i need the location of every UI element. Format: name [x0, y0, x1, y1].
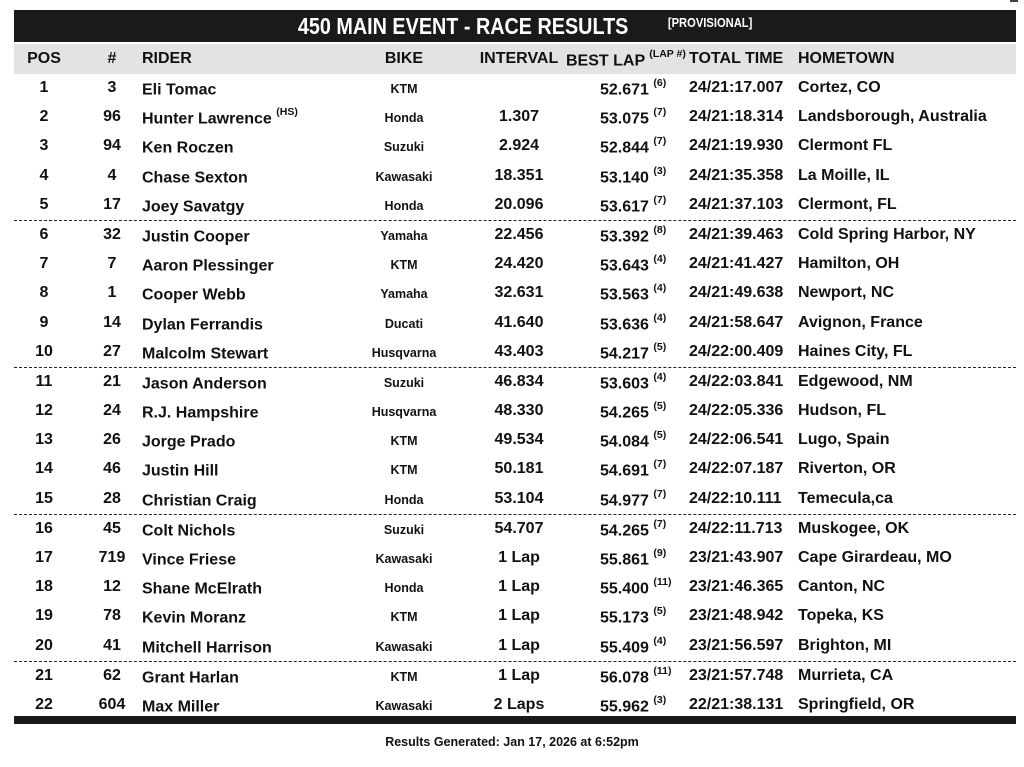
row-number: 62 [103, 666, 121, 684]
table-row [14, 455, 1016, 484]
row-number: 27 [103, 342, 121, 360]
row-pos: 15 [35, 489, 53, 507]
row-hometown: Hudson, FL [798, 402, 886, 420]
table-row [14, 279, 1016, 308]
row-bike: KTM [390, 82, 418, 96]
row-rider [142, 196, 244, 216]
row-interval: 43.403 [494, 342, 544, 360]
row-rider [142, 343, 268, 363]
row-best-lap [600, 634, 667, 657]
header-interval: INTERVAL [479, 50, 559, 67]
rider-name: Dylan Ferrandis [142, 315, 263, 333]
row-bike: Suzuki [383, 522, 425, 537]
row-bike: KTM [390, 434, 418, 449]
row-pos: 18 [35, 578, 53, 596]
row-number: 17 [103, 195, 121, 213]
header-rider: RIDER [142, 50, 192, 67]
header-best-lap-label: BEST LAP [566, 52, 645, 70]
rider-name: Grant Harlan [142, 669, 239, 687]
row-bike: Kawasaki [375, 698, 433, 713]
row-pos: 19 [35, 607, 53, 625]
results-generated: Results Generated: Jan 17, 2026 at 6:52pm [385, 735, 639, 749]
row-rider [142, 696, 219, 716]
best-lap-time: 55.962 [600, 698, 649, 716]
row-bike: Yamaha [380, 228, 428, 243]
best-lap-number: (5) [653, 400, 667, 413]
row-interval: 1 Lap [498, 666, 540, 684]
best-lap-time: 52.844 [600, 139, 649, 157]
row-rider [142, 667, 239, 687]
row-hometown: Springfield, OR [798, 695, 915, 713]
best-lap-number: (9) [653, 547, 667, 559]
row-hometown: Topeka, KS [798, 607, 884, 625]
row-best-lap [600, 549, 666, 569]
row-hometown: Muskogee, OK [798, 519, 910, 537]
row-bike: Suzuki [383, 375, 425, 390]
row-interval: 1 Lap [498, 636, 540, 654]
row-bike: Honda [384, 492, 424, 507]
row-best-lap [600, 460, 666, 480]
row-total-time: 24/21:39.463 [689, 225, 784, 243]
row-bike: KTM [390, 258, 418, 273]
header-hometown: HOMETOWN [798, 50, 895, 67]
row-rider [142, 578, 262, 598]
row-best-lap [600, 284, 666, 304]
row-number: 7 [107, 255, 117, 273]
row-rider [142, 549, 236, 569]
row-pos: 14 [35, 460, 53, 478]
row-bike: KTM [390, 463, 418, 478]
row-best-lap [600, 79, 666, 99]
row-hometown: Lugo, Spain [798, 431, 890, 449]
row-number: 21 [103, 372, 121, 390]
row-hometown: Cold Spring Harbor, NY [798, 225, 976, 243]
table-row [14, 162, 1016, 191]
bottom-bar [14, 716, 1016, 724]
rider-name: Max Miller [142, 698, 220, 716]
table-row [14, 132, 1016, 161]
row-rider [142, 167, 248, 187]
table-row [14, 191, 1016, 221]
best-lap-number: (7) [653, 135, 667, 148]
row-total-time: 24/21:37.103 [689, 195, 784, 213]
row-best-lap [600, 108, 666, 128]
row-pos: 5 [39, 195, 49, 213]
row-bike: Honda [384, 581, 424, 596]
row-total-time: 24/22:06.541 [689, 431, 784, 449]
row-hometown: Murrieta, CA [798, 666, 894, 684]
row-rider [142, 431, 235, 451]
rider-name: Kevin Moranz [142, 609, 247, 627]
row-rider [142, 226, 250, 246]
rider-name: Ken Roczen [142, 139, 234, 157]
row-best-lap [600, 340, 667, 363]
rider-name: Aaron Plessinger [142, 257, 274, 275]
rider-name: Eli Tomac [142, 81, 217, 99]
row-rider [142, 402, 258, 422]
row-pos: 3 [39, 137, 49, 155]
table-row [14, 485, 1016, 515]
row-total-time: 24/22:05.336 [689, 402, 784, 420]
row-bike: Husqvarna [371, 345, 437, 360]
row-number: 1 [107, 284, 117, 302]
row-interval: 22.456 [494, 225, 544, 243]
row-number: 12 [103, 578, 121, 596]
best-lap-number: (3) [653, 164, 667, 177]
row-interval: 32.631 [494, 284, 544, 302]
best-lap-time: 54.265 [600, 404, 649, 422]
row-number: 78 [103, 607, 121, 625]
row-best-lap [600, 164, 667, 187]
table-row [14, 309, 1016, 338]
rider-name: Justin Cooper [142, 228, 250, 246]
best-lap-time: 53.392 [600, 228, 649, 246]
row-total-time: 22/21:38.131 [689, 695, 784, 713]
row-interval: 50.181 [494, 460, 544, 478]
row-pos: 11 [35, 372, 53, 390]
row-number: 4 [107, 166, 117, 184]
row-rider [142, 255, 274, 275]
best-lap-time: 52.671 [600, 81, 649, 99]
best-lap-number: (5) [653, 429, 667, 442]
best-lap-time: 55.400 [600, 580, 649, 598]
best-lap-number: (7) [653, 517, 667, 530]
table-row [14, 426, 1016, 455]
row-total-time: 24/22:10.111 [689, 489, 782, 507]
row-hometown: Avignon, France [798, 313, 923, 331]
row-total-time: 24/22:00.409 [689, 342, 784, 360]
row-interval: 53.104 [494, 489, 544, 507]
row-hometown: Hamilton, OH [798, 255, 900, 273]
row-hometown: Cape Girardeau, MO [798, 549, 952, 566]
row-best-lap [600, 693, 667, 716]
table-row [14, 602, 1016, 631]
row-hometown: Temecula,ca [798, 489, 893, 507]
row-bike: KTM [390, 610, 418, 625]
best-lap-number: (4) [653, 370, 667, 383]
row-hometown: Cortez, CO [798, 79, 881, 96]
best-lap-time: 53.617 [600, 198, 649, 216]
row-total-time: 24/21:35.358 [689, 166, 784, 184]
row-pos: 21 [35, 666, 53, 684]
best-lap-time: 56.078 [600, 669, 649, 687]
row-interval: 1.307 [498, 108, 540, 126]
row-bike: Kawasaki [375, 639, 433, 654]
provisional-tag: [PROVISIONAL] [667, 14, 753, 30]
row-hometown: Clermont FL [798, 137, 893, 155]
row-best-lap [600, 664, 672, 687]
row-rider [142, 637, 272, 657]
header-total-time: TOTAL TIME [689, 50, 784, 67]
row-interval: 48.330 [494, 402, 544, 420]
page-title: 450 MAIN EVENT - RACE RESULTS [297, 12, 629, 39]
row-pos: 6 [39, 225, 49, 243]
row-best-lap [600, 517, 667, 540]
row-interval: 1 Lap [498, 549, 540, 566]
row-pos: 13 [35, 431, 53, 449]
row-number: 32 [103, 225, 121, 243]
best-lap-time: 54.977 [600, 491, 649, 509]
table-row [14, 368, 1016, 397]
results-table [14, 74, 1016, 720]
row-pos: 2 [39, 108, 49, 126]
row-number: 24 [103, 402, 121, 420]
row-total-time: 23/21:56.597 [689, 636, 784, 654]
row-bike: Honda [384, 198, 424, 213]
row-best-lap [600, 578, 671, 598]
title-bar [14, 10, 1016, 42]
best-lap-number: (5) [653, 340, 667, 353]
header-lap-note: (LAP #) [649, 48, 686, 60]
rider-name: Mitchell Harrison [142, 638, 272, 656]
best-lap-number: (7) [653, 193, 667, 206]
best-lap-time: 53.075 [600, 110, 649, 128]
row-number: 604 [98, 695, 126, 713]
row-best-lap [600, 370, 667, 393]
row-best-lap [600, 255, 666, 275]
row-number: 96 [103, 108, 121, 126]
row-pos: 10 [35, 342, 53, 360]
row-interval: 41.640 [494, 313, 544, 331]
row-total-time: 24/21:18.314 [689, 108, 784, 126]
row-bike: Kawasaki [375, 169, 433, 184]
row-interval: 20.096 [494, 195, 544, 213]
row-number: 26 [103, 431, 121, 449]
row-number: 45 [103, 519, 121, 537]
row-interval: 1 Lap [498, 578, 540, 596]
row-rider [142, 314, 263, 334]
table-row [14, 250, 1016, 279]
row-total-time: 24/21:17.007 [689, 79, 784, 96]
row-interval: 54.707 [494, 519, 544, 537]
row-bike: Suzuki [383, 140, 425, 155]
row-best-lap [600, 402, 666, 422]
row-number: 94 [103, 137, 121, 155]
row-bike: KTM [390, 669, 418, 684]
row-hometown: Riverton, OR [798, 460, 896, 478]
row-interval: 49.534 [494, 431, 544, 449]
row-number: 46 [103, 460, 121, 478]
row-total-time: 23/21:46.365 [689, 578, 784, 596]
row-pos: 4 [39, 166, 49, 184]
best-lap-time: 54.691 [600, 462, 649, 480]
best-lap-number: (7) [653, 458, 667, 471]
row-pos: 22 [35, 695, 53, 713]
row-hometown: Newport, NC [798, 284, 894, 302]
row-pos: 7 [39, 255, 49, 273]
row-best-lap [600, 607, 666, 627]
row-bike: Kawasaki [375, 552, 433, 566]
rider-name: Chase Sexton [142, 168, 248, 186]
row-hometown: Edgewood, NM [798, 372, 913, 390]
row-total-time: 24/21:19.930 [689, 137, 784, 155]
table-row [14, 221, 1016, 250]
row-interval: 46.834 [494, 372, 544, 390]
rider-name: Hunter Lawrence [142, 110, 272, 128]
row-total-time: 24/22:07.187 [689, 460, 784, 478]
rider-name: Jason Anderson [142, 375, 267, 393]
best-lap-number: (3) [653, 693, 667, 706]
page-edge-mark [1010, 0, 1018, 2]
row-hometown: Brighton, MI [798, 636, 892, 654]
row-rider [142, 607, 246, 627]
table-row [14, 338, 1016, 368]
rider-name: Joey Savatgy [142, 198, 245, 216]
row-pos: 8 [39, 284, 49, 302]
row-rider [142, 460, 218, 480]
row-number: 3 [107, 79, 117, 96]
row-best-lap [600, 223, 667, 246]
row-best-lap [600, 193, 667, 216]
row-hometown: Clermont, FL [798, 195, 897, 213]
best-lap-number: (11) [653, 664, 672, 677]
row-bike: Honda [384, 111, 424, 126]
best-lap-time: 55.861 [600, 551, 649, 569]
best-lap-time: 54.265 [600, 522, 649, 540]
row-total-time: 24/21:41.427 [689, 255, 784, 273]
table-header [14, 44, 1016, 74]
best-lap-time: 53.603 [600, 375, 649, 393]
row-rider [142, 108, 298, 128]
table-row [14, 103, 1016, 132]
row-rider [142, 79, 216, 99]
row-rider [142, 490, 257, 510]
row-pos: 12 [35, 402, 53, 420]
row-number: 41 [103, 636, 121, 654]
best-lap-number: (4) [653, 311, 667, 324]
row-total-time: 24/22:11.713 [689, 519, 783, 537]
row-interval: 2.924 [498, 137, 540, 155]
row-interval: 24.420 [494, 255, 544, 273]
row-interval: 18.351 [494, 166, 544, 184]
row-number: 28 [103, 489, 121, 507]
header-pos: POS [27, 50, 61, 67]
row-bike: Ducati [384, 316, 424, 331]
row-pos: 9 [39, 313, 49, 331]
row-best-lap [600, 431, 666, 451]
best-lap-number: (4) [653, 634, 667, 647]
best-lap-number: (4) [653, 282, 667, 295]
row-number: 14 [103, 313, 121, 331]
table-row [14, 632, 1016, 662]
best-lap-time: 55.173 [600, 609, 649, 627]
best-lap-time: 53.643 [600, 257, 649, 275]
row-best-lap [600, 311, 667, 334]
row-bike: Yamaha [380, 287, 428, 302]
row-hometown: Haines City, FL [798, 342, 913, 360]
row-total-time: 23/21:43.907 [689, 549, 784, 566]
row-best-lap [600, 487, 667, 510]
row-hometown: Canton, NC [798, 578, 886, 596]
rider-name: Cooper Webb [142, 286, 246, 304]
row-rider [142, 520, 235, 540]
table-row [14, 74, 1016, 103]
rider-name: Jorge Prado [142, 433, 236, 451]
best-lap-number: (7) [653, 106, 667, 119]
rider-name: Shane McElrath [142, 580, 263, 598]
table-row [14, 573, 1016, 602]
best-lap-time: 53.140 [600, 168, 649, 186]
rider-name: Justin Hill [142, 462, 219, 480]
row-interval: 2 Laps [493, 695, 545, 713]
row-total-time: 24/21:58.647 [689, 313, 784, 331]
best-lap-number: (7) [653, 487, 667, 500]
row-hometown: La Moille, IL [798, 166, 890, 184]
row-total-time: 24/22:03.841 [689, 372, 784, 390]
row-total-time: 23/21:57.748 [689, 666, 784, 684]
best-lap-number: (8) [653, 223, 667, 236]
row-interval: 1 Lap [498, 607, 540, 625]
table-row [14, 397, 1016, 426]
row-pos: 1 [39, 79, 49, 96]
header-number: # [107, 50, 117, 67]
row-hometown: Landsborough, Australia [798, 108, 987, 126]
rider-tag: (HS) [276, 106, 298, 119]
row-bike: Husqvarna [371, 405, 437, 420]
best-lap-number: (4) [653, 253, 667, 266]
row-pos: 16 [35, 519, 53, 537]
best-lap-number: (11) [653, 576, 672, 589]
table-row [14, 544, 1016, 573]
row-best-lap [600, 137, 666, 157]
row-rider [142, 284, 246, 304]
rider-name: Christian Craig [142, 491, 257, 509]
row-total-time: 23/21:48.942 [689, 607, 784, 625]
best-lap-time: 54.084 [600, 433, 649, 451]
header-bike: BIKE [384, 50, 424, 67]
rider-name: R.J. Hampshire [142, 404, 259, 422]
row-total-time: 24/21:49.638 [689, 284, 784, 302]
row-rider [142, 373, 267, 393]
rider-name: Malcolm Stewart [142, 345, 269, 363]
table-row [14, 515, 1016, 544]
row-pos: 17 [35, 549, 53, 566]
rider-name: Colt Nichols [142, 522, 236, 540]
row-rider [142, 137, 234, 157]
best-lap-number: (6) [653, 77, 667, 89]
best-lap-time: 54.217 [600, 345, 649, 363]
row-number: 719 [98, 549, 126, 566]
best-lap-time: 55.409 [600, 638, 649, 656]
table-row [14, 662, 1016, 691]
best-lap-number: (5) [653, 605, 667, 618]
header-best-lap [566, 50, 686, 70]
row-pos: 20 [35, 636, 53, 654]
rider-name: Vince Friese [142, 551, 236, 569]
best-lap-time: 53.636 [600, 315, 649, 333]
best-lap-time: 53.563 [600, 286, 649, 304]
